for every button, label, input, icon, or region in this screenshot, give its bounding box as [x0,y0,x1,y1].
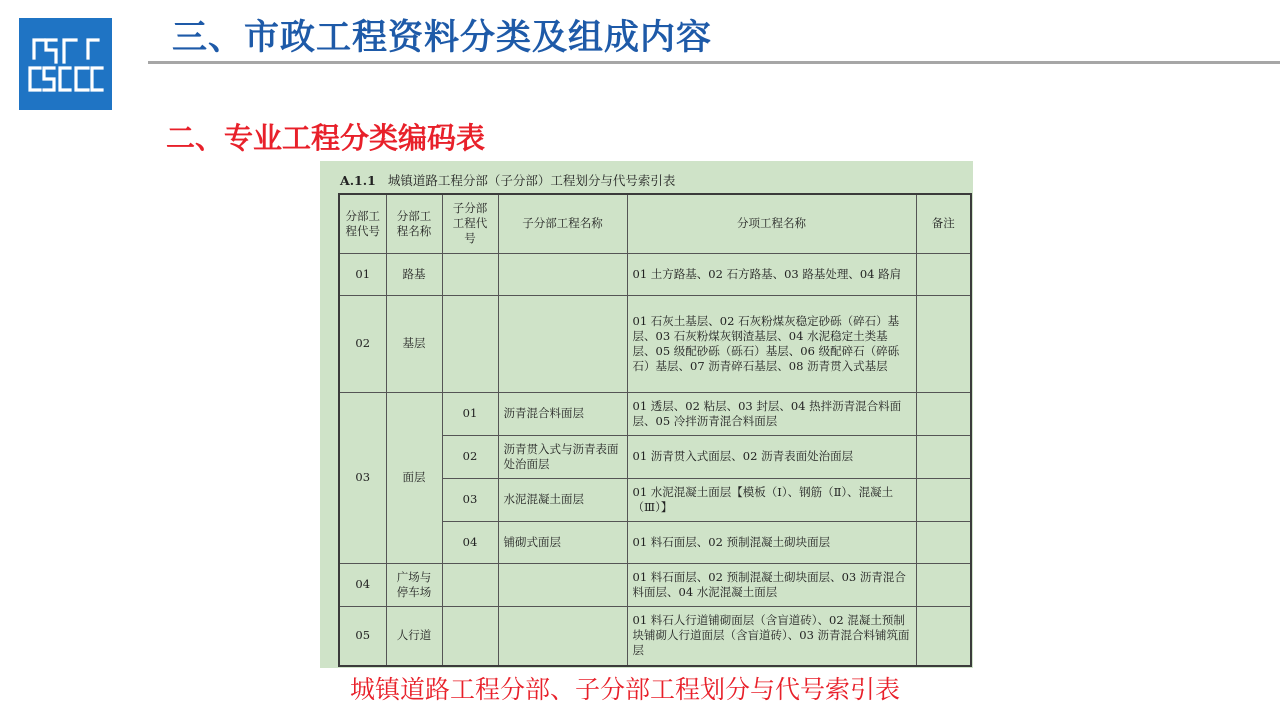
header-dept-name: 分部工程名称 [386,194,442,253]
remarks-cell [916,478,971,521]
sub-code: 01 [442,392,498,435]
header-sub-name: 子分部工程名称 [498,194,627,253]
remarks-cell [916,521,971,563]
sub-code: 04 [442,521,498,563]
dept-name: 面层 [386,392,442,563]
section-subtitle: 二、专业工程分类编码表 [166,121,486,155]
sub-code [442,295,498,392]
item-list: 01 料石面层、02 预制混凝土砌块面层、03 沥青混合料面层、04 水泥混凝土面层 [627,563,916,606]
table-caption [340,171,675,189]
sub-name: 沥青贯入式与沥青表面处治面层 [498,435,627,478]
index-table [338,193,972,667]
table-title: 城镇道路工程分部（子分部）工程划分与代号索引表 [387,173,676,188]
dept-name: 路基 [386,253,442,295]
table-row [339,563,971,606]
remarks-cell [916,563,971,606]
header-sub-code: 子分部工程代号 [442,194,498,253]
dept-name: 广场与停车场 [386,563,442,606]
sub-name [498,253,627,295]
item-list: 01 透层、02 粘层、03 封层、04 热拌沥青混合料面层、05 冷拌沥青混合料面层 [627,392,916,435]
sub-name: 沥青混合料面层 [498,392,627,435]
dept-code: 05 [339,606,386,666]
item-list: 01 土方路基、02 石方路基、03 路基处理、04 路肩 [627,253,916,295]
remarks-cell [916,295,971,392]
item-list: 01 水泥混凝土面层【模板（Ⅰ）、钢筋（Ⅱ）、混凝土（Ⅲ）】 [627,478,916,521]
item-list: 01 沥青贯入式面层、02 沥青表面处治面层 [627,435,916,478]
title-divider [148,61,1280,64]
header-items: 分项工程名称 [627,194,916,253]
header-row [339,194,971,253]
remarks-cell [916,253,971,295]
sub-code [442,563,498,606]
item-list: 01 料石面层、02 预制混凝土砌块面层 [627,521,916,563]
dept-code: 04 [339,563,386,606]
dept-code: 03 [339,392,386,563]
cscec-logo [19,18,112,110]
remarks-cell [916,435,971,478]
table-row [339,392,971,435]
document-image [320,161,973,668]
figure-caption: 城镇道路工程分部、子分部工程划分与代号索引表 [350,675,901,704]
table-row [339,253,971,295]
dept-code: 01 [339,253,386,295]
remarks-cell [916,392,971,435]
sub-name [498,563,627,606]
cscec-logo-icon [26,28,106,100]
sub-name [498,606,627,666]
header-remarks: 备注 [916,194,971,253]
sub-code [442,253,498,295]
sub-name [498,295,627,392]
item-list: 01 料石人行道铺砌面层（含盲道砖）、02 混凝土预制块铺砌人行道面层（含盲道砖）、03 沥青混合料铺筑面层 [627,606,916,666]
header-dept-code: 分部工程代号 [339,194,386,253]
sub-code [442,606,498,666]
table-row [339,606,971,666]
sub-name: 水泥混凝土面层 [498,478,627,521]
sub-code: 02 [442,435,498,478]
dept-name: 人行道 [386,606,442,666]
sub-code: 03 [442,478,498,521]
sub-name: 铺砌式面层 [498,521,627,563]
table-row [339,295,971,392]
item-list: 01 石灰土基层、02 石灰粉煤灰稳定砂砾（碎石）基层、03 石灰粉煤灰钢渣基层、04 水泥稳定土类基层、05 级配砂砾（砾石）基层、06 级配碎石（碎砾石）基层、07 沥青碎石基层、08 沥青贯入式基层 [627,295,916,392]
dept-name: 基层 [386,295,442,392]
page-title: 三、市政工程资料分类及组成内容 [172,18,713,58]
table-number: A.1.1 [340,173,376,188]
dept-code: 02 [339,295,386,392]
remarks-cell [916,606,971,666]
